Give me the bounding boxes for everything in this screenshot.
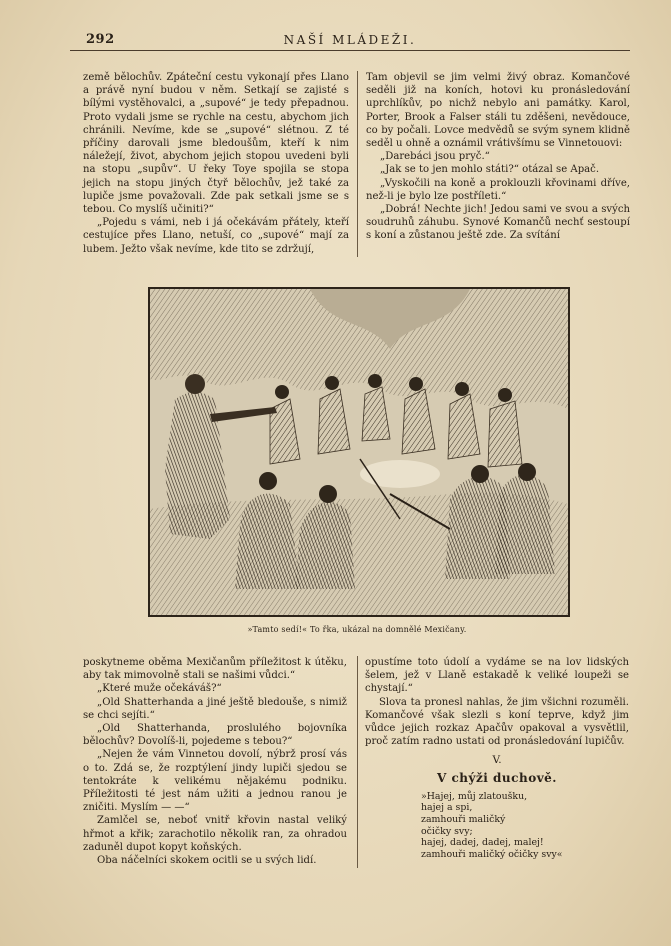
verse-line: »Hajej, můj zlatoušku, [421, 790, 528, 802]
paragraph: země bělochův. Zpáteční cestu vykonají přes Llano a právě nyní budou v něm. Setkají se zajisté s bílými vystěhovalci, a „supové“ je tedy přepadnou. Proto vydali jsme se rychle na cestu, abychom jich chránili. Nevíme, kde se „supové“ slétnou. Z té příčiny darovali jsme bledoušům, kteří k nim náležejí, život, abychom jejich stopou uvedeni byli na stopu „supův“. U řeky Toye spojila se stopa jejich na stopu jiných čtyř bělochův, jež také za lupiče jsme považovali. Zde pak setkali jsme se s tebou. Co myslíš učiniti?“ [83, 72, 349, 216]
paragraph: „Pojedu s vámi, neb i já očekávám přátely, kteří cestujíce přes Llano, netuší, co „supové“ mají za lubem. Ježto však nevíme, kde tito se zdržují, [83, 217, 349, 255]
bottom-left-column [83, 656, 347, 867]
paragraph: „Old Shatterhanda, proslulého bojovníka bělochův? Dovolíš-li, pojedeme s tebou?“ [83, 723, 347, 748]
paragraph: „Old Shatterhanda a jiné ještě bledouše, s nimiž se chci sejíti.“ [83, 696, 347, 721]
paragraph: „Jak se to jen mohlo státi?“ otázal se Apač. [380, 164, 600, 176]
verse-line: očičky svy; [421, 825, 473, 837]
verse-line: hajej, dadej, dadej, malej! [421, 837, 544, 849]
chapter-title: V chýži duchově. [437, 770, 557, 785]
paragraph: „Vyskočili na koně a proklouzli křovinami dříve, než-li je bylo lze postříleti.“ [366, 177, 630, 202]
paragraph: „Dobrá! Nechte jich! Jedou sami ve svou a svých soudruhů záhubu. Synové Komančů nechť sestoupí s koní a zůstanou ještě zde. Za svítání [366, 204, 630, 242]
paragraph: „Nejen že vám Vinnetou dovolí, nýbrž prosí vás o to. Zdá se, že rozptýlení jindy lupiči sjedou se tentokráte k velikému nějakému podniku. Příležitosti té jest nám užiti a jednou ranou je zničiti. Myslím — —“ [83, 749, 347, 814]
verse-line: hajej a spi, [421, 802, 473, 814]
chapter-number: V. [492, 754, 502, 767]
column-divider [357, 71, 358, 257]
song-verse [421, 791, 629, 861]
paragraph: Slova ta pronesl nahlas, že jim všichni rozuměli. Komančové však slezli s koní teprve, když jim vůdce jejich rozkaz Apačův opakoval a vysvětlil, proč zatím radno ustati od pronásledování lupičův. [365, 696, 629, 748]
running-title: NAŠÍ MLÁDEŽI. [283, 33, 417, 47]
paragraph: Tam objevil se jim velmi živý obraz. Komančové seděli již na koních, hotovi ku pronásledování uprchlíkův, po nichž nebylo ani památky. Karol, Porter, Brook a Falser stáli tu zděšeni, nevědouce, co by počali. Lovce medvědů se svým synem klidně seděl u ohně a oznámil vrátivšímu se Vinnetouovi: [366, 72, 630, 150]
bottom-right-column [365, 656, 629, 860]
paragraph: opustíme toto údolí a vydáme se na lov lidských šelem, jež v Llaně estakadě k veliké loupeži se chystají.“ [365, 657, 629, 695]
campfire-scene-engraving [150, 289, 568, 615]
verse-line: zamhouři maličký očičky svy« [421, 848, 563, 860]
column-divider [357, 656, 358, 868]
top-right-column [366, 71, 630, 243]
page-number: 292 [86, 32, 115, 47]
engraving-illustration [148, 287, 570, 617]
page-header [70, 30, 630, 51]
paragraph: Oba náčelníci skokem ocitli se u svých lidí. [97, 855, 317, 867]
paragraph: „Darebáci jsou pryč.“ [380, 151, 490, 163]
illustration-caption: »Tamto sedí!« To řka, ukázal na domnělé Mexičany. [247, 625, 467, 634]
paragraph: poskytneme oběma Mexičanům příležitost k útěku, aby tak mimovolně stali se našimi vůdci.“ [83, 657, 347, 682]
paragraph: „Které muže očekáváš?“ [97, 683, 222, 695]
verse-line: zamhouři maličký [421, 814, 506, 826]
top-left-column [83, 71, 349, 256]
paragraph: Zamlčel se, neboť vnitř křovin nastal veliký hřmot a křik; zarachotilo několik ran, za ohradou zaduněl dupot kopyt koňských. [83, 815, 347, 853]
